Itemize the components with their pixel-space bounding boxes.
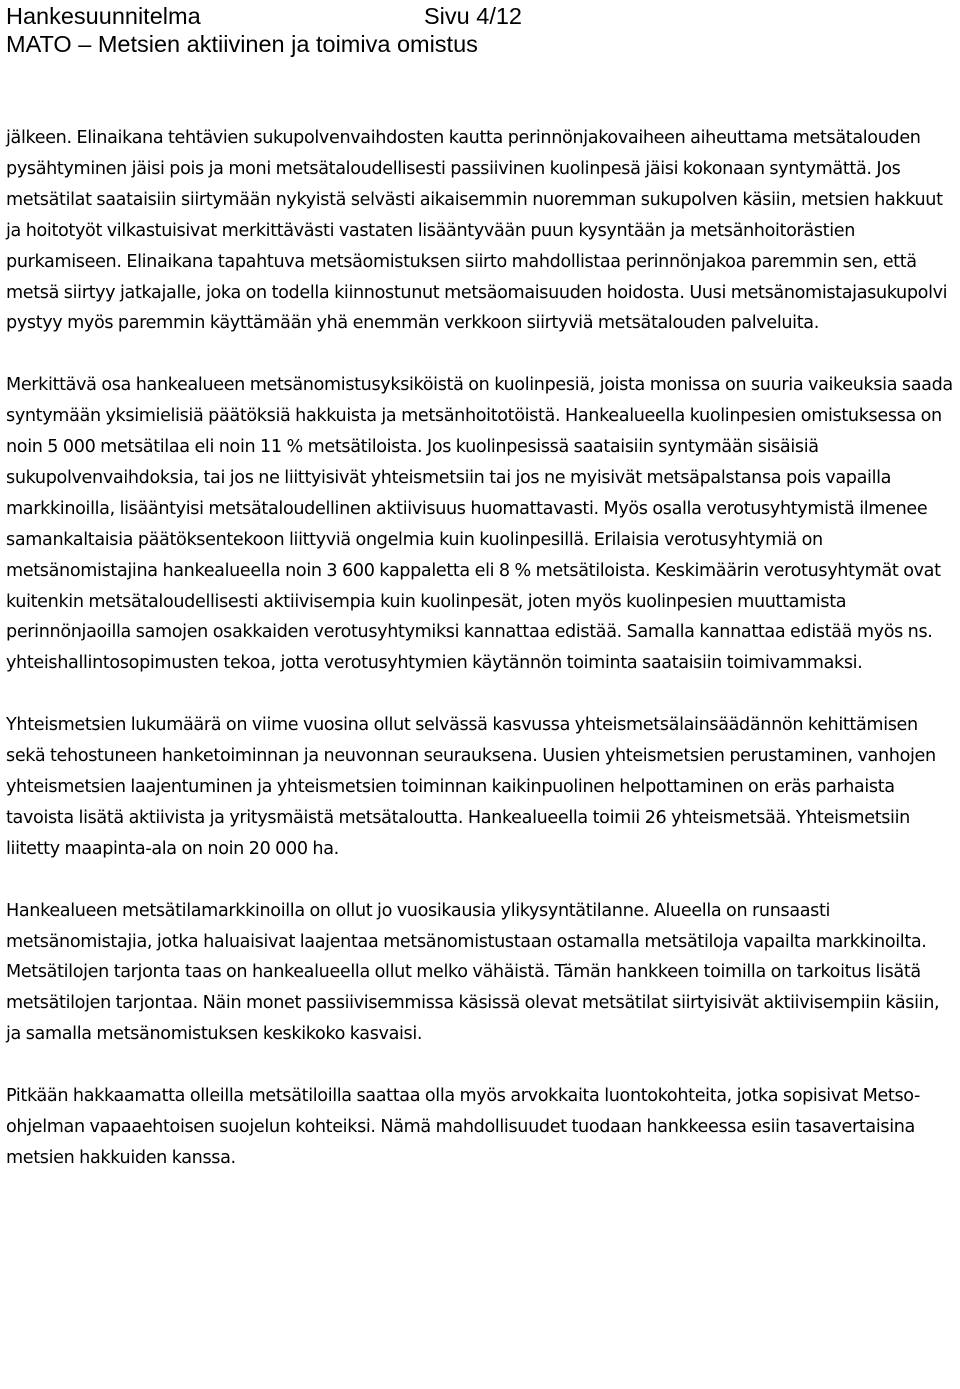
page-number: Sivu 4/12 (424, 3, 522, 29)
document-body (6, 123, 954, 1174)
paragraph-5: Pitkään hakkaamatta olleilla metsätiloilla saattaa olla myös arvokkaita luontokohteita, jotka sopisivat Metso-ohjelman vapaaehtoisen suojelun kohteiksi. Nämä mahdollisuudet tuodaan hankkeessa esiin tasavertaisina metsien hakkuiden kanssa. (6, 1086, 921, 1168)
document-title: Hankesuunnitelma (6, 3, 201, 29)
paragraph-4: Hankealueen metsätilamarkkinoilla on ollut jo vuosikausia ylikysyntätilanne. Alueella on runsaasti metsänomistajia, jotka haluaisivat laajentaa metsänomistustaan ostamalla metsätiloja vapailta markkinoilta. Metsätilojen tarjonta taas on hankealueella ollut melko vähäistä. Tämän hankkeen toimilla on tarkoitus lisätä metsätilojen tarjontaa. Näin monet passiivisemmissa käsissä olevat metsätilat siirtyisivät aktiivisempiin käsiin, ja samalla metsänomistuksen keskikoko kasvaisi. (6, 900, 940, 1045)
paragraph-2: Merkittävä osa hankealueen metsänomistusyksiköistä on kuolinpesiä, joista monissa on suuria vaikeuksia saada syntymään yksimielisiä päätöksiä hakkuista ja metsänhoitotöistä. Hankealueella kuolinpesien omistuksessa on noin 5 000 metsätilaa eli noin 11 % metsätiloista. Jos kuolinpesissä saataisiin syntymään sisäisiä sukupolvenvaihdoksia, tai jos ne liittyisivät yhteismetsiin tai jos ne myisivät metsäpalstansa pois vapailla markkinoilla, lisääntyisi metsätaloudellinen aktiivisuus huomattavasti. Myös osalla verotusyhtymistä ilmenee samankaltaisia päätöksentekoon liittyviä ongelmia kuin kuolinpesillä. Erilaisia verotusyhtymiä on metsänomistajina hankealueella noin 3 600 kappaletta eli 8 % metsätiloista. Keskimäärin verotusyhtymät ovat kuitenkin metsätaloudellisesti aktiivisempia kuin kuolinpesät, joten myös kuolinpesien muuttamista perinnönjaoilla samojen osakkaiden verotusyhtymiksi kannattaa edistää. Samalla kannattaa edistää myös ns. yhteishallintosopimusten tekoa, jotta verotusyhtymien käytännön toiminta saataisiin toimivammaksi. (6, 375, 953, 674)
project-subtitle: MATO – Metsien aktiivinen ja toimiva omistus (6, 31, 478, 57)
page-header (6, 2, 946, 58)
header-row (6, 2, 946, 30)
paragraph-3: Yhteismetsien lukumäärä on viime vuosina ollut selvässä kasvussa yhteismetsälainsäädännön kehittämisen sekä tehostuneen hanketoiminnan ja neuvonnan seurauksena. Uusien yhteismetsien perustaminen, vanhojen yhteismetsien laajentuminen ja yhteismetsien toiminnan kaikinpuolinen helpottaminen on eräs parhaista tavoista lisätä aktiivista ja yritysmäistä metsätaloutta. Hankealueella toimii 26 yhteismetsää. Yhteismetsiin liitetty maapinta-ala on noin 20 000 ha. (6, 715, 936, 859)
paragraph-1: jälkeen. Elinaikana tehtävien sukupolvenvaihdosten kautta perinnönjakovaiheen aiheuttama metsätalouden pysähtyminen jäisi pois ja moni metsätaloudellisesti passiivinen kuolinpesä jäisi kokonaan syntymättä. Jos metsätilat saataisiin siirtymään nykyistä selvästi aikaisemmin nuoremman sukupolven käsiin, metsien hakkuut ja hoitotyöt vilkastuisivat merkittävästi vastaten lisääntyvään puun kysyntään ja metsänhoitorästien purkamiseen. Elinaikana tapahtuva metsäomistuksen siirto mahdollistaa perinnönjakoa paremmin sen, että metsä siirtyy jatkajalle, joka on todella kiinnostunut metsäomaisuuden hoidosta. Uusi metsänomistajasukupolvi pystyy myös paremmin käyttämään yhä enemmän verkkoon siirtyviä metsätalouden palveluita. (6, 128, 948, 334)
